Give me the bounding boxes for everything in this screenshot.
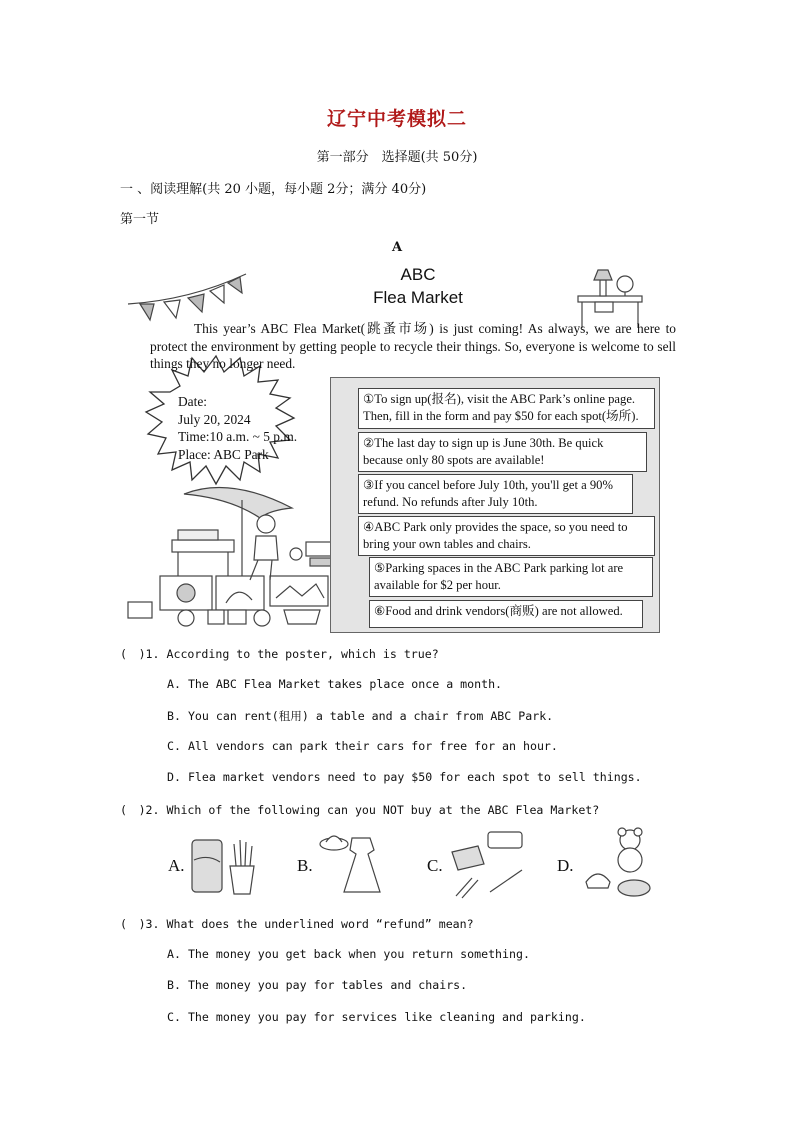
rules-panel bbox=[330, 377, 660, 633]
event-info bbox=[178, 393, 297, 463]
page-title: 辽宁中考模拟二 bbox=[326, 108, 467, 130]
question-1-option-b[interactable]: B. You can rent(租用) a table and a chair from ABC Park. bbox=[167, 709, 554, 723]
rule-3: ③If you cancel before July 10th, you'll get a 90% refund. No refunds after July 10th. bbox=[358, 474, 633, 514]
event-date: July 20, 2024 bbox=[178, 411, 251, 427]
soda-and-fries-icon bbox=[188, 832, 264, 896]
question-1-option-d[interactable]: D. Flea market vendors need to pay $50 for each spot to sell things. bbox=[167, 770, 642, 784]
question-3-option-b[interactable]: B. The money you pay for tables and chairs. bbox=[167, 978, 468, 992]
question-3-option-c[interactable]: C. The money you pay for services like cleaning and parking. bbox=[167, 1010, 586, 1024]
question-3-stem: ( )3. What does the underlined word “refund” mean? bbox=[120, 917, 474, 931]
passage-letter: A bbox=[391, 240, 403, 255]
hat-and-dress-icon bbox=[318, 828, 388, 896]
rule-1: ①To sign up(报名), visit the ABC Park’s online page. Then, fill in the form and pay $50 for each spot(场所). bbox=[358, 388, 655, 429]
question-1-stem: ( )1. According to the poster, which is true? bbox=[120, 647, 439, 661]
rule-6: ⑥Food and drink vendors(商贩) are not allowed. bbox=[369, 600, 643, 628]
event-time: Time:10 a.m. ~ 5 p.m. bbox=[178, 429, 298, 444]
part-heading: 第一部分 选择题(共 50分) bbox=[316, 150, 478, 165]
poster-title-line1: ABC bbox=[400, 265, 436, 284]
question-2-stem: ( )2. Which of the following can you NOT buy at the ABC Flea Market? bbox=[120, 803, 600, 817]
subsection-heading: 第一节 bbox=[120, 212, 160, 227]
rule-4: ④ABC Park only provides the space, so you need to bring your own tables and chairs. bbox=[358, 516, 655, 556]
question-1-option-a[interactable]: A. The ABC Flea Market takes place once a month. bbox=[167, 677, 503, 691]
question-2-label-d[interactable]: D. bbox=[557, 856, 574, 875]
question-2-label-b[interactable]: B. bbox=[297, 856, 313, 875]
toys-icon bbox=[580, 826, 656, 902]
question-1-option-c[interactable]: C. All vendors can park their cars for free for an hour. bbox=[167, 739, 558, 753]
section-heading: 一 、阅读理解(共 20 小题，每小题 2分；满分 40分) bbox=[120, 182, 427, 197]
poster-title-line2: Flea Market bbox=[373, 288, 463, 307]
date-label: Date: bbox=[178, 394, 207, 409]
bunting-icon bbox=[128, 274, 246, 320]
market-stall-icon bbox=[128, 488, 350, 626]
rule-2: ②The last day to sign up is June 30th. Be quick because only 80 spots are available! bbox=[358, 432, 647, 472]
poster-intro: This year’s ABC Flea Market(跳蚤市场) is just coming! As always, we are here to protect the environment by getting people to recycle their things. So, everyone is welcome to sell things they no longer need. bbox=[150, 321, 676, 371]
rule-5: ⑤Parking spaces in the ABC Park parking lot are available for $2 per hour. bbox=[369, 557, 653, 597]
poster-title bbox=[318, 263, 518, 309]
question-2-label-c[interactable]: C. bbox=[427, 856, 443, 875]
event-place: Place: ABC Park bbox=[178, 446, 269, 462]
book-pencilcase-pens-icon bbox=[448, 826, 528, 902]
question-2-label-a[interactable]: A. bbox=[168, 856, 185, 875]
question-3-option-a[interactable]: A. The money you get back when you return something. bbox=[167, 947, 530, 961]
